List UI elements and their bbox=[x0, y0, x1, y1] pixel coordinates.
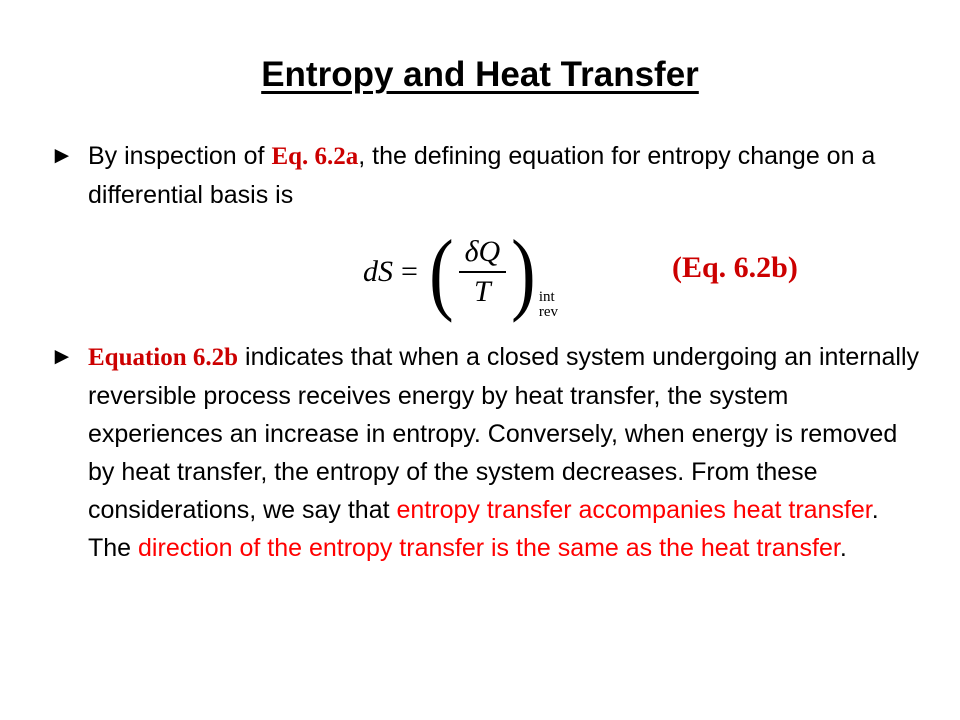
slide-title bbox=[0, 55, 960, 95]
bullet-interpretation-part1: indicates that when a closed system undergoing an internally reversible process receives energy by heat transfer, the system experiences an increase in entropy. Conversely, when energy is removed by heat transfer, the entropy of the system decreases. From these considerations, we say that bbox=[88, 343, 920, 524]
bullet-definition-post: , the defining equation for entropy change on a differential basis is bbox=[88, 142, 876, 209]
bullet-interpretation bbox=[50, 338, 920, 567]
equation-left-paren: ( bbox=[428, 221, 454, 323]
highlight-entropy-transfer: entropy transfer accompanies heat transfer bbox=[396, 496, 872, 524]
equation-right-paren: ) bbox=[511, 221, 536, 323]
bullet-definition-pre: By inspection of bbox=[88, 142, 272, 170]
equation-subscript-int: int bbox=[538, 289, 555, 305]
equation-reference-6-2a: Eq. 6.2a bbox=[271, 143, 359, 170]
entropy-equation bbox=[363, 222, 558, 322]
highlight-direction: direction of the entropy transfer is the same as the heat transfer bbox=[138, 534, 840, 562]
bullet-definition-text bbox=[50, 137, 920, 214]
equation-subscript bbox=[539, 290, 558, 320]
bullet-interpretation-part3: . bbox=[839, 534, 847, 562]
bullet-interpretation-text bbox=[50, 338, 920, 567]
bullet-arrow-icon: ► bbox=[50, 142, 74, 169]
equation-fraction bbox=[459, 235, 507, 309]
equation-reference-6-2b: Equation 6.2b bbox=[88, 344, 239, 371]
equation-numerator: δQ bbox=[459, 235, 507, 273]
bullet-definition bbox=[50, 137, 920, 214]
equation-lhs: dS bbox=[363, 255, 393, 288]
equation-subscript-rev: rev bbox=[538, 304, 558, 320]
equation-denominator: T bbox=[474, 275, 491, 308]
bullet-arrow-icon: ► bbox=[50, 343, 74, 370]
equation-equals: = bbox=[401, 255, 418, 288]
equation-label: (Eq. 6.2b) bbox=[672, 251, 798, 284]
bullet-interpretation-part2: . The bbox=[88, 496, 879, 562]
slide-title-text: Entropy and Heat Transfer bbox=[261, 55, 699, 94]
